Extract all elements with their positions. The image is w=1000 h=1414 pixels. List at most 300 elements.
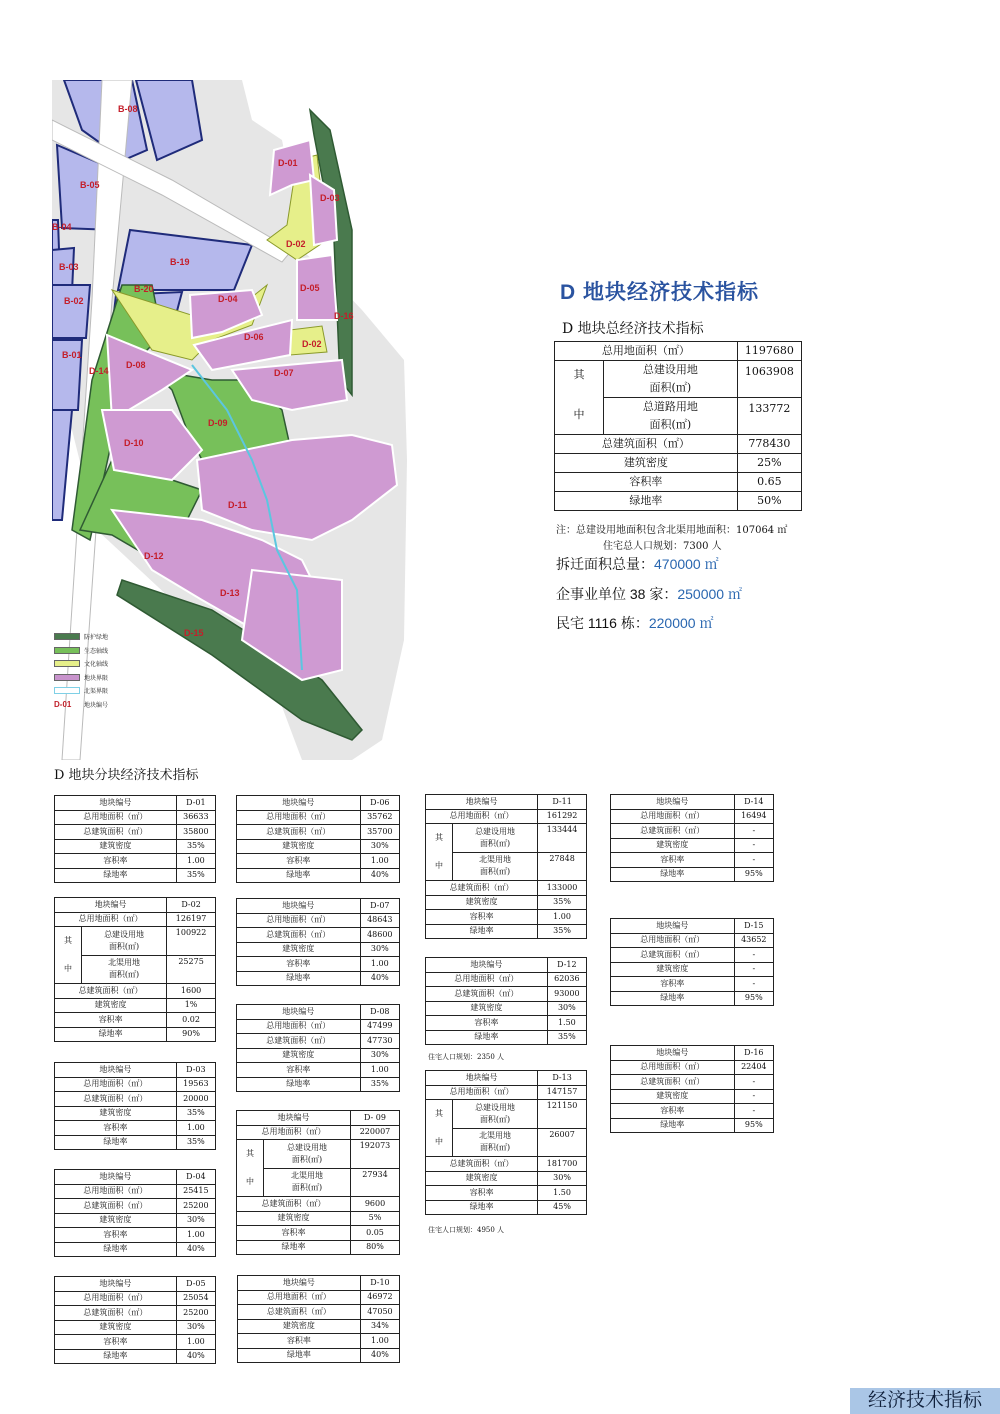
- label-line: 面积(㎡): [479, 1143, 511, 1153]
- table-cell: 总用地面积（㎡）: [426, 972, 548, 987]
- table-row: [426, 1100, 587, 1129]
- block-table-d13: [425, 1070, 587, 1215]
- table-cell: 容积率: [611, 853, 735, 868]
- table-cell: 35800: [176, 825, 215, 840]
- map-label-b02: B-02: [64, 296, 84, 306]
- label-line: 面积(㎡): [291, 1183, 323, 1193]
- table-cell: 25200: [176, 1306, 215, 1321]
- table-cell: 绿地率: [611, 867, 735, 882]
- table-cell: 62036: [547, 972, 586, 987]
- legend-label: 生态轴线: [84, 648, 109, 655]
- table-cell: 地块编号: [426, 1071, 538, 1086]
- label-line: 面积(㎡): [479, 838, 511, 848]
- table-row: [55, 1027, 216, 1042]
- table-row: [55, 1077, 216, 1092]
- table-cell: 绿地率: [555, 492, 738, 511]
- table-cell: 40%: [176, 1349, 215, 1364]
- table-row: [555, 342, 802, 361]
- table-cell: 25275: [167, 955, 216, 984]
- table-cell: 总用地面积（㎡）: [237, 1125, 351, 1140]
- table-cell: 总建筑面积（㎡）: [55, 825, 177, 840]
- summary-title: D 地块总经济技术指标: [562, 321, 704, 337]
- table-cell: 容积率: [426, 910, 538, 925]
- block-table-d06: [236, 795, 400, 883]
- table-row: [555, 454, 802, 473]
- table-row: [426, 809, 587, 824]
- label-line: 北渠用地: [108, 958, 141, 968]
- table-row: [426, 1085, 587, 1100]
- legend-label: 北渠界限: [84, 689, 109, 696]
- legend-swatch: [54, 633, 80, 640]
- table-cell: 30%: [176, 1320, 215, 1335]
- table-row: [238, 1334, 400, 1349]
- table-row: [238, 1290, 400, 1305]
- table-cell: 25200: [176, 1199, 215, 1214]
- table-cell: [453, 824, 538, 853]
- label-line: 面积(㎡): [649, 418, 692, 431]
- map-label-b20: B-20: [134, 284, 154, 294]
- stat-demolition: [556, 554, 719, 574]
- table-cell: -: [734, 962, 773, 977]
- table-cell: 总建筑面积（㎡）: [237, 928, 361, 943]
- stat-enterprise: [556, 584, 742, 604]
- map-label-d02a: D-02: [286, 239, 306, 249]
- map-label-d02b: D-02: [302, 339, 322, 349]
- table-row: [611, 948, 774, 963]
- stat-housing: [556, 613, 713, 633]
- zhong-label: 中: [435, 1137, 443, 1146]
- table-row: [55, 796, 216, 811]
- table-cell: 绿地率: [237, 971, 361, 986]
- block-table-d01: [54, 795, 216, 883]
- table-cell: 容积率: [555, 473, 738, 492]
- table-cell: 26007: [538, 1128, 587, 1157]
- table-cell: [82, 955, 167, 984]
- legend-item: [54, 657, 108, 671]
- label-line: 北渠用地: [479, 855, 512, 865]
- table-cell: 95%: [734, 991, 773, 1006]
- table-cell: 161292: [538, 809, 587, 824]
- table-cell: 1.00: [176, 1335, 215, 1350]
- legend-swatch: [54, 674, 80, 681]
- table-cell: 总建筑面积（㎡）: [237, 1034, 361, 1049]
- table-row: [55, 898, 216, 913]
- table-cell: 35%: [176, 839, 215, 854]
- table-row: [426, 1186, 587, 1201]
- table-cell: 总用地面积（㎡）: [611, 809, 735, 824]
- table-cell: 建筑密度: [611, 962, 735, 977]
- table-cell: 100922: [167, 927, 216, 956]
- table-cell: -: [734, 1089, 773, 1104]
- stat-label: 企事业单位 38 家：: [556, 586, 678, 602]
- table-cell: 地块编号: [55, 1277, 177, 1292]
- label-line: 面积(㎡): [479, 1114, 511, 1124]
- legend-item: [54, 684, 108, 698]
- table-cell: 绿地率: [238, 1348, 361, 1363]
- stat-value: 250000 ㎡: [677, 586, 742, 602]
- table-cell: D-04: [176, 1170, 215, 1185]
- table-cell: 绿地率: [55, 868, 177, 883]
- table-cell: 建筑密度: [237, 1048, 361, 1063]
- table-cell: 30%: [538, 1171, 587, 1186]
- table-cell: 绿地率: [55, 1349, 177, 1364]
- legend-item: [54, 671, 108, 685]
- block-table-d07: [236, 898, 400, 986]
- table-row: [426, 824, 587, 853]
- table-cell: 93000: [547, 987, 586, 1002]
- table-cell: 总建筑面积（㎡）: [238, 1305, 361, 1320]
- table-cell: 建筑密度: [237, 839, 361, 854]
- label-line: 总建设用地: [475, 1102, 516, 1112]
- table-cell: 181700: [538, 1157, 587, 1172]
- table-cell: 220007: [350, 1125, 399, 1140]
- table-cell: 绿地率: [55, 1242, 177, 1257]
- table-cell: 27848: [538, 852, 587, 881]
- map-label-b03: B-03: [59, 262, 79, 272]
- label-line: 面积(㎡): [108, 941, 140, 951]
- table-cell: 总建筑面积（㎡）: [237, 1197, 351, 1212]
- table-row: [55, 1199, 216, 1214]
- table-cell: D-10: [360, 1276, 399, 1291]
- block-note-d12: 住宅人口规划：2350 人: [428, 1053, 505, 1061]
- table-row: [55, 1063, 216, 1078]
- table-cell: 建筑密度: [237, 942, 361, 957]
- map-label-d16: D-16: [334, 311, 354, 321]
- map-label-d08: D-08: [126, 360, 146, 370]
- table-cell: 1.00: [176, 1121, 215, 1136]
- table-cell: 95%: [734, 867, 773, 882]
- table-row: [237, 1034, 400, 1049]
- table-cell: 容积率: [238, 1334, 361, 1349]
- table-cell: 容积率: [55, 1121, 177, 1136]
- table-row: [55, 1277, 216, 1292]
- table-cell: 0.65: [737, 473, 801, 492]
- table-cell: 35%: [547, 1030, 586, 1045]
- table-row: [237, 868, 400, 883]
- table-row: [426, 1001, 587, 1016]
- table-row: [237, 1240, 400, 1255]
- table-cell: [604, 398, 738, 435]
- summary-note: [556, 523, 787, 555]
- label-line: 面积(㎡): [479, 867, 511, 877]
- table-row: [55, 1306, 216, 1321]
- table-cell: 总用地面积（㎡）: [611, 1060, 735, 1075]
- table-cell: 80%: [350, 1240, 399, 1255]
- table-row: [611, 1060, 774, 1075]
- table-row: [426, 1157, 587, 1172]
- table-cell: 总建筑面积（㎡）: [55, 984, 167, 999]
- table-row: [426, 1071, 587, 1086]
- map-label-d11: D-11: [228, 500, 248, 510]
- map-label-d01: D-01: [278, 158, 298, 168]
- table-cell: 建筑密度: [426, 1171, 538, 1186]
- table-cell: 总用地面积（㎡）: [55, 912, 167, 927]
- block-table-d12: [425, 957, 587, 1045]
- zhong-label: 中: [64, 964, 72, 973]
- page-title: D 地块经济技术指标: [560, 281, 759, 304]
- table-cell: 30%: [360, 1048, 399, 1063]
- map-label-b04: B-04: [52, 222, 72, 232]
- table-cell: 1.00: [360, 957, 399, 972]
- table-row: [55, 1170, 216, 1185]
- table-row: [611, 933, 774, 948]
- table-cell: 地块编号: [238, 1276, 361, 1291]
- table-row: [237, 899, 400, 914]
- table-row: [55, 1092, 216, 1107]
- table-cell: D-16: [734, 1046, 773, 1061]
- table-cell: 建筑密度: [55, 998, 167, 1013]
- map-label-b01: B-01: [62, 350, 82, 360]
- table-row: [555, 361, 802, 398]
- map-label-d06: D-06: [244, 332, 264, 342]
- label-line: 总建设用地: [286, 1142, 327, 1152]
- block-table-d14: [610, 794, 774, 882]
- table-row: [238, 1305, 400, 1320]
- table-cell: 容积率: [237, 854, 361, 869]
- table-row: [237, 1125, 400, 1140]
- legend-item: [54, 644, 108, 658]
- table-cell: D-14: [734, 795, 773, 810]
- table-cell: -: [734, 824, 773, 839]
- table-cell: 30%: [176, 1213, 215, 1228]
- table-cell: 35%: [538, 924, 587, 939]
- table-cell: 126197: [167, 912, 216, 927]
- label-line: 总道路用地: [642, 400, 698, 413]
- table-row: [55, 1320, 216, 1335]
- label-line: 面积(㎡): [291, 1154, 323, 1164]
- table-cell: 48643: [360, 913, 399, 928]
- table-cell: 47730: [360, 1034, 399, 1049]
- table-cell: 1600: [167, 984, 216, 999]
- table-cell: D-05: [176, 1277, 215, 1292]
- table-row: [238, 1276, 400, 1291]
- table-cell: 总建筑面积（㎡）: [237, 825, 361, 840]
- table-cell: 47050: [360, 1305, 399, 1320]
- label-line: 面积(㎡): [108, 970, 140, 980]
- table-cell: 容积率: [55, 1228, 177, 1243]
- table-row: [426, 1171, 587, 1186]
- table-row: [426, 795, 587, 810]
- table-cell: 建筑密度: [237, 1211, 351, 1226]
- table-cell: 总建筑面积（㎡）: [611, 824, 735, 839]
- map-label-d14: D-14: [89, 366, 109, 376]
- table-row: [237, 825, 400, 840]
- table-cell: 34%: [360, 1319, 399, 1334]
- table-cell: 25054: [176, 1291, 215, 1306]
- table-cell: 绿地率: [611, 991, 735, 1006]
- table-cell: 总用地面积（㎡）: [55, 1077, 177, 1092]
- table-row: [611, 1075, 774, 1090]
- table-cell: 绿地率: [237, 868, 361, 883]
- table-cell: D-06: [360, 796, 399, 811]
- table-row: [55, 854, 216, 869]
- table-row: [237, 913, 400, 928]
- table-cell: 地块编号: [426, 795, 538, 810]
- table-cell: 绿地率: [611, 1118, 735, 1133]
- table-row: [55, 912, 216, 927]
- block-table-d11: [425, 794, 587, 939]
- table-row: [237, 839, 400, 854]
- table-cell: [604, 361, 738, 398]
- table-row: [237, 928, 400, 943]
- table-cell: 总用地面积（㎡）: [555, 342, 738, 361]
- legend-label: 地块界限: [84, 675, 109, 682]
- legend-item: [54, 630, 108, 644]
- table-row: [55, 1349, 216, 1364]
- table-cell: 35%: [360, 1077, 399, 1092]
- table-cell: D-08: [360, 1005, 399, 1020]
- table-cell: 地块编号: [237, 1005, 361, 1020]
- table-cell: 总建筑面积（㎡）: [426, 987, 548, 1002]
- map-label-b08: B-08: [118, 104, 138, 114]
- table-row: [237, 957, 400, 972]
- table-cell: 地块编号: [611, 919, 735, 934]
- table-row: [555, 492, 802, 511]
- label-line: 总建设用地: [475, 826, 516, 836]
- table-row: [237, 854, 400, 869]
- table-cell: 总建筑面积（㎡）: [55, 1199, 177, 1214]
- table-cell: 35%: [176, 1135, 215, 1150]
- table-cell: 50%: [737, 492, 801, 511]
- map-label-d04: D-04: [218, 294, 238, 304]
- table-row: [237, 942, 400, 957]
- table-row: [55, 1213, 216, 1228]
- table-cell: 1.00: [360, 854, 399, 869]
- table-row: [611, 1118, 774, 1133]
- stat-value: 470000 ㎡: [654, 556, 719, 572]
- table-row: [55, 1228, 216, 1243]
- table-cell: 133772: [737, 398, 801, 435]
- legend-swatch: [54, 687, 80, 694]
- table-row: [237, 1048, 400, 1063]
- table-cell: 1197680: [737, 342, 801, 361]
- table-cell: -: [734, 1104, 773, 1119]
- table-cell: 建筑密度: [55, 839, 177, 854]
- label-line: 北渠用地: [479, 1131, 512, 1141]
- table-cell: 36633: [176, 810, 215, 825]
- table-row: [555, 435, 802, 454]
- table-cell: 容积率: [55, 854, 177, 869]
- table-cell: [426, 824, 453, 881]
- table-cell: 20000: [176, 1092, 215, 1107]
- map-label-b05: B-05: [80, 180, 100, 190]
- table-row: [55, 810, 216, 825]
- table-row: [611, 1104, 774, 1119]
- table-row: [426, 972, 587, 987]
- table-cell: 绿地率: [55, 1027, 167, 1042]
- map-label-d05: D-05: [300, 283, 320, 293]
- table-row: [426, 1030, 587, 1045]
- map-legend: [54, 630, 108, 711]
- table-row: [611, 977, 774, 992]
- table-cell: D-15: [734, 919, 773, 934]
- table-cell: 778430: [737, 435, 801, 454]
- legend-swatch: [54, 660, 80, 667]
- table-row: [611, 824, 774, 839]
- table-row: [237, 1140, 400, 1169]
- table-cell: [264, 1140, 351, 1169]
- table-row: [426, 1016, 587, 1031]
- table-row: [55, 927, 216, 956]
- table-cell: 133444: [538, 824, 587, 853]
- table-cell: [453, 852, 538, 881]
- table-cell: [555, 361, 604, 435]
- table-cell: 总用地面积（㎡）: [426, 809, 538, 824]
- block-table-d10: [237, 1275, 400, 1363]
- table-cell: 0.02: [167, 1013, 216, 1028]
- table-cell: 绿地率: [55, 1135, 177, 1150]
- table-cell: 建筑密度: [555, 454, 738, 473]
- map-label-b19: B-19: [170, 257, 190, 267]
- table-cell: 总用地面积（㎡）: [55, 1291, 177, 1306]
- table-cell: [453, 1128, 538, 1157]
- table-cell: 1.00: [176, 1228, 215, 1243]
- table-row: [55, 839, 216, 854]
- table-row: [55, 1121, 216, 1136]
- qi-label: 其: [246, 1149, 254, 1158]
- table-cell: -: [734, 977, 773, 992]
- table-cell: 43652: [734, 933, 773, 948]
- table-cell: D-11: [538, 795, 587, 810]
- table-row: [611, 838, 774, 853]
- table-cell: 总用地面积（㎡）: [238, 1290, 361, 1305]
- table-row: [611, 1046, 774, 1061]
- label-line: 总建设用地: [104, 929, 145, 939]
- table-cell: 30%: [547, 1001, 586, 1016]
- table-cell: [55, 927, 82, 984]
- label-line: 北渠用地: [290, 1171, 323, 1181]
- map-label-d13: D-13: [220, 588, 240, 598]
- table-cell: -: [734, 838, 773, 853]
- note-line: 注：总建设用地面积包含北渠用地面积：107064 ㎡: [556, 525, 788, 536]
- table-row: [237, 971, 400, 986]
- map-label-d03: D-03: [320, 193, 340, 203]
- table-cell: 总用地面积（㎡）: [237, 810, 361, 825]
- table-row: [611, 867, 774, 882]
- table-cell: 地块编号: [237, 1111, 351, 1126]
- table-cell: 1.00: [360, 1063, 399, 1078]
- table-row: [238, 1319, 400, 1334]
- table-cell: 绿地率: [426, 1200, 538, 1215]
- table-cell: 绿地率: [426, 924, 538, 939]
- table-row: [55, 1013, 216, 1028]
- table-cell: 容积率: [55, 1335, 177, 1350]
- table-cell: [264, 1168, 351, 1197]
- table-row: [611, 919, 774, 934]
- table-cell: 总用地面积（㎡）: [55, 1184, 177, 1199]
- table-cell: D-03: [176, 1063, 215, 1078]
- table-row: [611, 809, 774, 824]
- table-row: [426, 924, 587, 939]
- table-row: [55, 984, 216, 999]
- table-cell: 地块编号: [237, 796, 361, 811]
- table-row: [55, 1335, 216, 1350]
- table-row: [55, 868, 216, 883]
- table-cell: 地块编号: [55, 1063, 177, 1078]
- table-cell: 总建筑面积（㎡）: [426, 881, 538, 896]
- block-table-d09: [236, 1110, 400, 1255]
- table-cell: D- 09: [350, 1111, 399, 1126]
- table-cell: 总用地面积（㎡）: [611, 933, 735, 948]
- block-table-d05: [54, 1276, 216, 1364]
- table-cell: 95%: [734, 1118, 773, 1133]
- table-cell: 5%: [350, 1211, 399, 1226]
- table-row: [238, 1348, 400, 1363]
- map-label-d09: D-09: [208, 418, 228, 428]
- table-cell: 总建筑面积（㎡）: [426, 1157, 538, 1172]
- table-cell: 27934: [350, 1168, 399, 1197]
- table-cell: 47499: [360, 1019, 399, 1034]
